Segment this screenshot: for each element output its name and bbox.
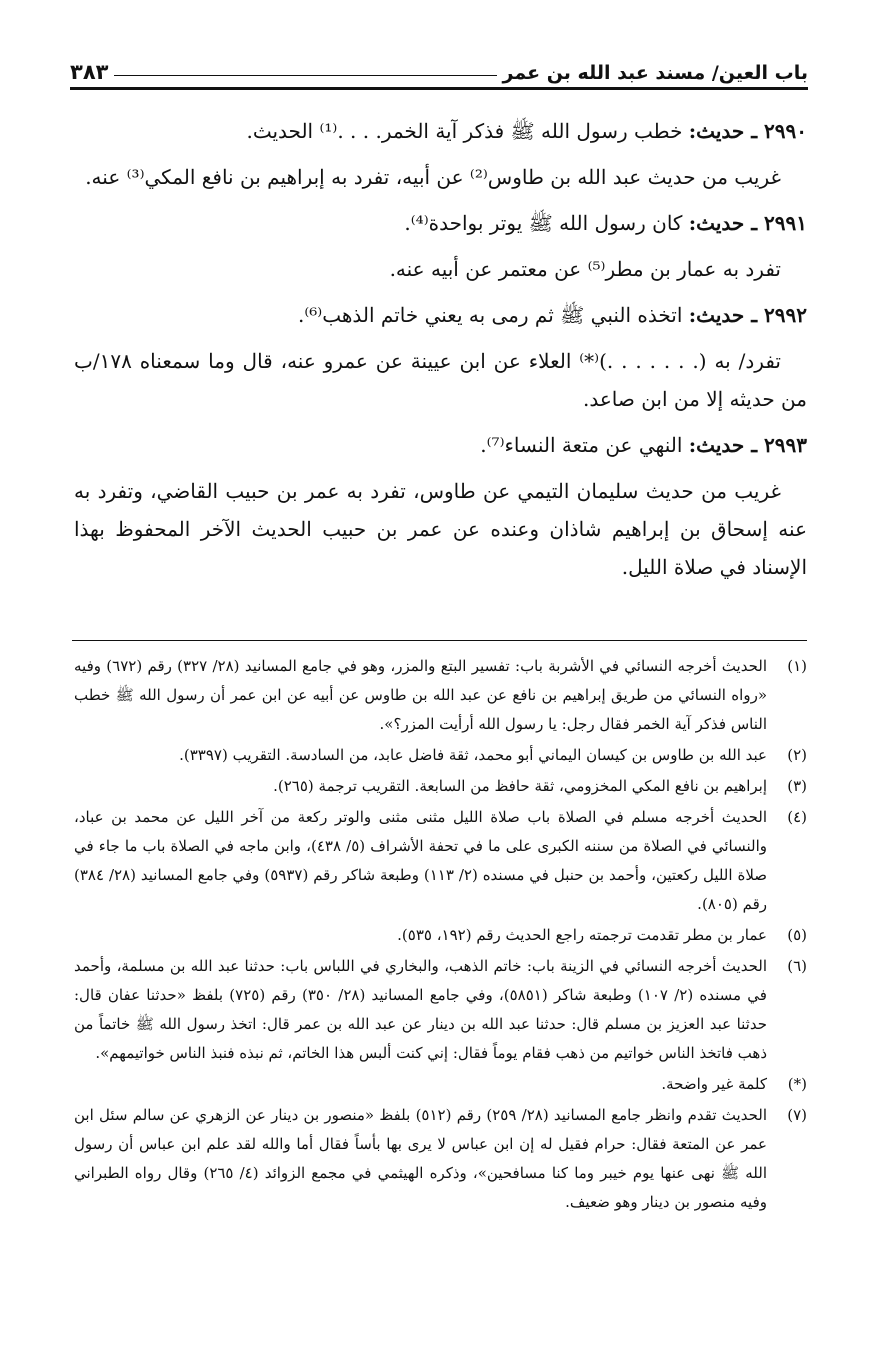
footnote-text: عبد الله بن طاوس بن كيسان اليماني أبو محمد، ثقة فاضل عابد، من السادسة. التقريب (٣٣٩٧). <box>179 746 767 764</box>
footnote-text: عمار بن مطر تقدمت ترجمته راجع الحديث رقم (١٩٢، ٥٣٥). <box>397 926 767 944</box>
entry-number: ٢٩٩٠ ـ حديث: <box>688 119 807 143</box>
entry-2992 <box>74 296 807 334</box>
footnote-number: (٢) <box>787 746 807 764</box>
footnote-text: الحديث أخرجه النسائي في الأشربة باب: تفسير البتع والمزر، وهو في جامع المسانيد (٢٨/ ٣٢٧) رقم (٦٧٢) وفيه «رواه النسائي من طريق إبراهيم بن نافع عن عبد الله بن طاوس عن أبيه عن ابن عمر أن رسول الله ﷺ خطب الناس فذكر آية الخمر فقال رجل: يا رسول الله أرأيت المزر؟». <box>74 657 767 733</box>
footnotes <box>74 652 807 1219</box>
entry-text: خطب رسول الله ﷺ فذكر آية الخمر. . . .⁽¹⁾ الحديث. <box>246 119 683 143</box>
footnote-number: (٣) <box>787 777 807 795</box>
footnote-text: كلمة غير واضحة. <box>661 1075 767 1093</box>
footnote-number: (٥) <box>787 926 807 944</box>
entry-2990 <box>74 112 807 150</box>
footnote-number: (٦) <box>787 957 807 975</box>
main-text <box>74 112 807 594</box>
header-rule <box>70 87 808 90</box>
footnote-item <box>74 952 807 1068</box>
footnote-text: الحديث تقدم وانظر جامع المسانيد (٢٨/ ٢٥٩) رقم (٥١٢) بلفظ «منصور بن دينار عن الزهري عن سالم سئل ابن عمر عن المتعة فقال: حرام فقيل له إن ابن عباس لا يرى بها بأساً فقال أما والله لقد علم ابن عباس أن رسول الله ﷺ نهى عنها يوم خيبر وما كنا مسافحين»، وذكره الهيثمي في مجمع الزوائد (٤/ ٢٦٥) وقال رواه الطبراني وفيه منصور بن دينار وهو ضعيف. <box>74 1106 768 1211</box>
entry-commentary: تفرد/ به (. . . . . . .)⁽*⁾ العلاء عن ابن عيينة عن عمرو عنه، قال وما سمعناه ١٧٨/ب من حديثه إلا من ابن صاعد. <box>74 349 807 411</box>
entry-text: النهي عن متعة النساء⁽⁷⁾. <box>480 433 683 457</box>
footnote-number: (*) <box>787 1075 807 1093</box>
page-number: ٣٨٣ <box>70 60 109 84</box>
footnote-item <box>74 803 807 919</box>
entry-number: ٢٩٩٣ ـ حديث: <box>688 433 807 457</box>
header-divider <box>114 75 496 76</box>
running-title: باب العين/ مسند عبد الله بن عمر <box>502 62 808 84</box>
page-header <box>70 40 808 84</box>
footnote-text: إبراهيم بن نافع المكي المخزومي، ثقة حافظ من السابعة. التقريب ترجمة (٢٦٥). <box>273 777 767 795</box>
entry-number: ٢٩٩٢ ـ حديث: <box>688 303 807 327</box>
entry-2993 <box>74 426 807 464</box>
entry-text: كان رسول الله ﷺ يوتر بواحدة⁽⁴⁾. <box>404 211 683 235</box>
footnote-number: (١) <box>787 657 807 675</box>
footnote-item <box>74 1101 807 1217</box>
entry-commentary: غريب من حديث سليمان التيمي عن طاوس، تفرد به عمر بن حبيب القاضي، وتفرد به عنه إسحاق بن إبراهيم شاذان وعنده عن عمر بن حبيب الحديث الآخر المحفوظ بهذا الإسناد في صلاة الليل. <box>74 479 807 579</box>
entry-text: اتخذه النبي ﷺ ثم رمى به يعني خاتم الذهب⁽⁶⁾. <box>297 303 683 327</box>
entry-number: ٢٩٩١ ـ حديث: <box>688 211 807 235</box>
entry-commentary: غريب من حديث عبد الله بن طاوس⁽²⁾ عن أبيه، تفرد به إبراهيم بن نافع المكي⁽³⁾ عنه. <box>85 165 781 189</box>
entry-commentary: تفرد به عمار بن مطر⁽⁵⁾ عن معتمر عن أبيه عنه. <box>389 257 781 281</box>
footnote-item <box>74 772 807 801</box>
entry-2991 <box>74 204 807 242</box>
footnote-item <box>74 1070 807 1099</box>
footnote-item <box>74 921 807 950</box>
footnote-text: الحديث أخرجه النسائي في الزينة باب: خاتم الذهب، والبخاري في اللباس باب: حدثنا عبد الله بن مسلمة، وأحمد في مسنده (٢/ ١٠٧) وطبعة شاكر (٥٨٥١)، وفي جامع المسانيد (٢٨/ ٣٥٠) رقم (٧٢٥) بلفظ «حدثنا عفان قال: حدثنا عبد العزيز بن مسلم قال: حدثنا عبد الله بن دينار عن عبد الله بن عمر قال: اتخذ رسول الله ﷺ خاتماً من ذهب فاتخذ الناس خواتيم من ذهب فقام يوماً فقال: إني كنت ألبس هذا الخاتم، ثم نبذه فنبذ الناس خواتيمهم». <box>74 957 767 1062</box>
footnote-number: (٤) <box>787 808 807 826</box>
footnote-item <box>74 741 807 770</box>
footnote-divider <box>72 640 807 641</box>
footnote-item <box>74 652 807 739</box>
footnote-number: (٧) <box>787 1106 807 1124</box>
footnote-text: الحديث أخرجه مسلم في الصلاة باب صلاة الليل مثنى مثنى والوتر ركعة من آخر الليل عن محمد بن عباد، والنسائي في الصلاة من سننه الكبرى على ما في تحفة الأشراف (٥/ ٤٣٨)، وابن ماجه في الصلاة باب ما جاء في صلاة الليل ركعتين، وأحمد بن حنبل في مسنده (٢/ ١١٣) وطبعة شاكر رقم (٥٩٣٧) وفي جامع المسانيد (٢٨/ ٣٨٤) رقم (٨٠٥). <box>74 808 768 913</box>
